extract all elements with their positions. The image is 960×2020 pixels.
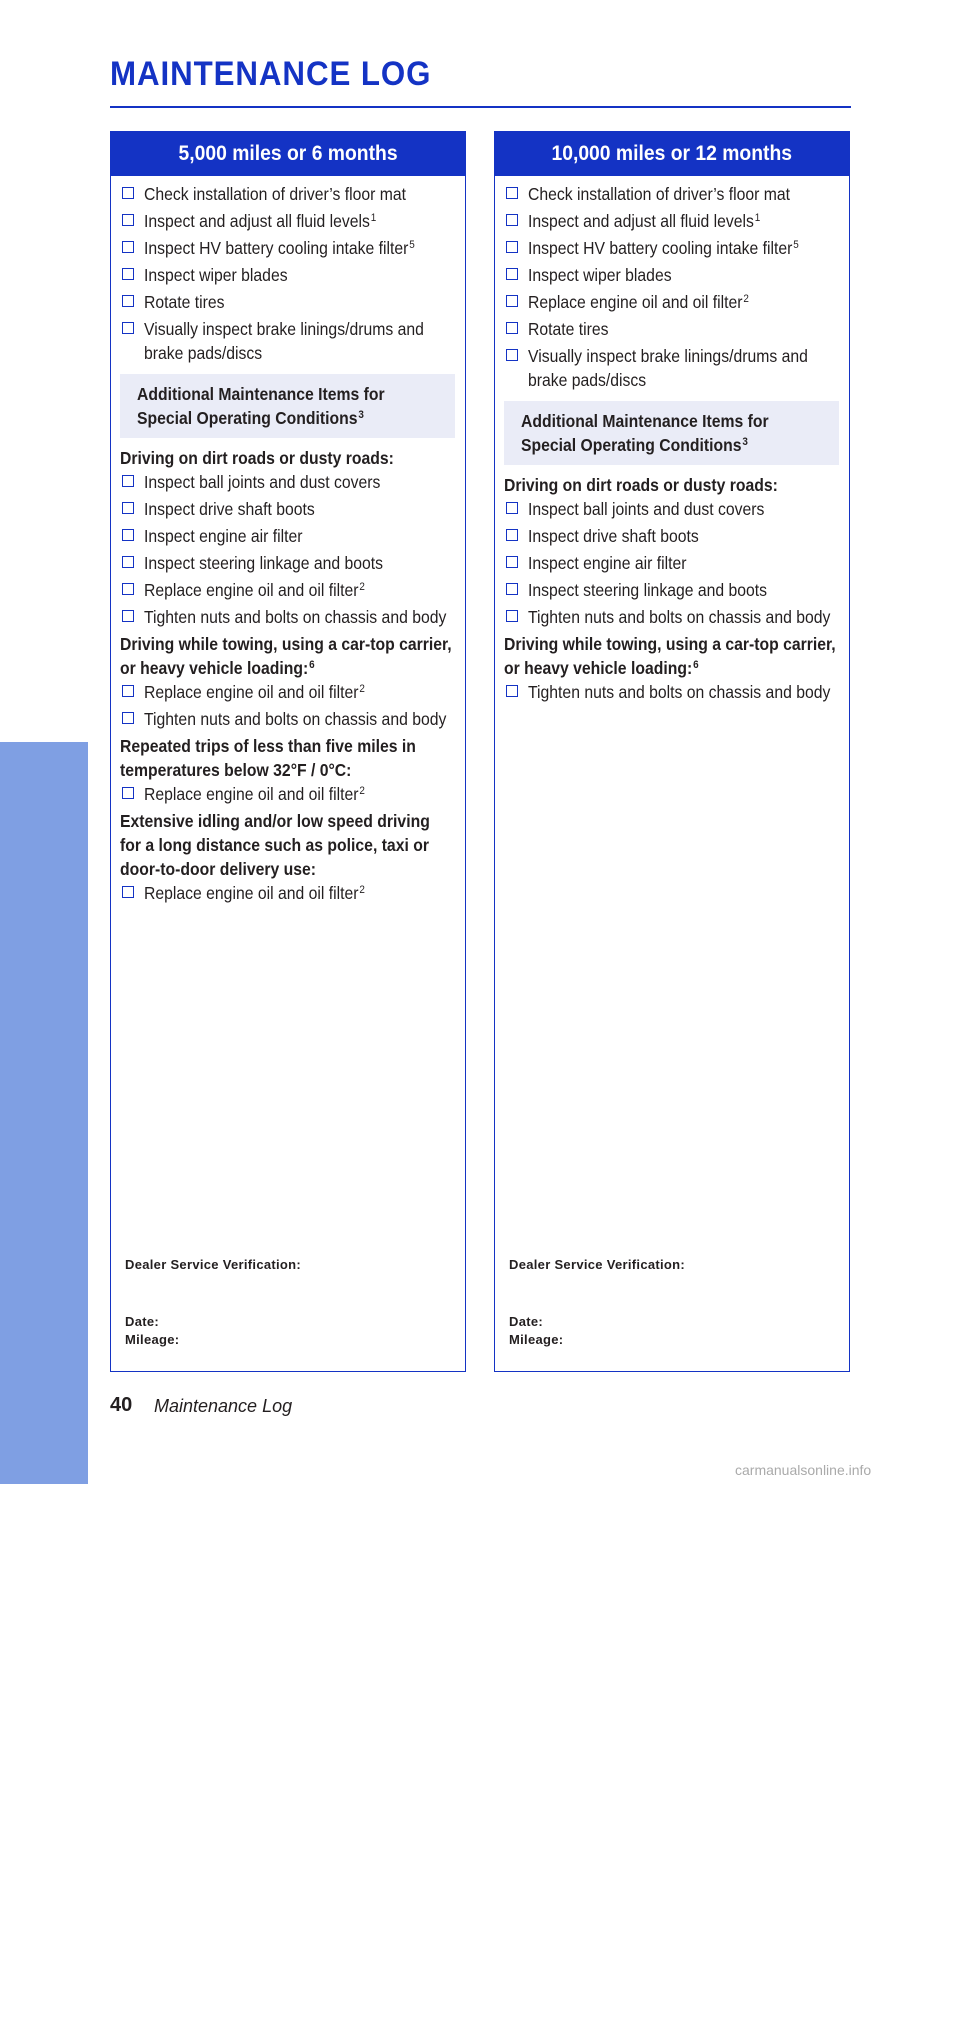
checklist-item-text: Inspect engine air filter [144,526,303,546]
checklist-item [120,881,455,905]
checklist-item-text: Replace engine oil and oil filter [144,883,359,903]
checkbox-icon[interactable] [122,322,134,334]
left-dealer-verification-label: Dealer Service Verification: [125,1257,302,1272]
right-condition-dusty-list [504,497,839,629]
checkbox-icon[interactable] [506,322,518,334]
checklist-item [120,470,455,494]
checklist-item [120,290,455,314]
checklist-item [504,236,839,260]
checkbox-icon[interactable] [506,241,518,253]
checkbox-icon[interactable] [506,502,518,514]
checklist-item [120,317,455,365]
checklist-item-text: Inspect ball joints and dust covers [528,499,765,519]
checklist-item [504,578,839,602]
checkbox-icon[interactable] [506,610,518,622]
checkbox-icon[interactable] [122,268,134,280]
checklist-item-text: Inspect wiper blades [528,265,672,285]
checklist-item-text: Replace engine oil and oil filter [528,292,743,312]
checklist-item-text: Inspect steering linkage and boots [528,580,768,600]
checkbox-icon[interactable] [506,295,518,307]
checklist-item-text: Replace engine oil and oil filter [144,784,359,804]
right-condition-towing-list [504,680,839,704]
checklist-item-text: Inspect and adjust all fluid levels [144,211,370,231]
checkbox-icon[interactable] [122,583,134,595]
watermark: carmanualsonline.info [735,1462,872,1478]
footnote-marker: 2 [359,683,365,695]
checkbox-icon[interactable] [122,475,134,487]
checklist-item-text: Tighten nuts and bolts on chassis and body [528,607,831,627]
checklist-item-text: Inspect HV battery cooling intake filter [144,238,409,258]
footnote-marker: 2 [359,884,365,896]
footnote-marker: 2 [359,581,365,593]
checklist-item-text: Check installation of driver’s floor mat [144,184,407,204]
left-log-column [110,131,466,1372]
checklist-item [120,551,455,575]
left-item-list [120,182,455,365]
footer-section-title: Maintenance Log [154,1396,293,1416]
checkbox-icon[interactable] [506,268,518,280]
checkbox-icon[interactable] [122,712,134,724]
checkbox-icon[interactable] [506,214,518,226]
side-tab-label: MAINTENANCE [22,1684,65,2020]
title-divider [110,106,851,108]
left-condition-idling-title: Extensive idling and/or low speed driving for a long distance such as police, taxi or door-to-door delivery use: [120,811,430,879]
checkbox-icon[interactable] [506,583,518,595]
checklist-item [504,182,839,206]
right-condition-dusty-title: Driving on dirt roads or dusty roads: [504,475,778,495]
right-date-label: Date: [509,1314,544,1329]
left-date-label: Date: [125,1314,160,1329]
checklist-item-text: Replace engine oil and oil filter [144,682,359,702]
checklist-item [504,263,839,287]
checkbox-icon[interactable] [122,529,134,541]
left-condition-towing-list [120,680,455,731]
checklist-item [504,497,839,521]
footnote-marker: 5 [793,239,799,251]
checklist-item [504,605,839,629]
checklist-item-text: Inspect HV battery cooling intake filter [528,238,793,258]
checklist-item-text: Tighten nuts and bolts on chassis and body [528,682,831,702]
checklist-item [504,317,839,341]
checklist-item [504,551,839,575]
page-number: 40 [110,1394,133,1416]
footnote-marker: 1 [370,212,377,224]
checklist-item-text: Rotate tires [144,292,225,312]
right-special-conditions-heading: Additional Maintenance Items for Special Operating Conditions$^3$ [504,401,839,465]
left-condition-dusty-list [120,470,455,629]
right-mileage-label: Mileage: [509,1332,564,1347]
checklist-item [120,263,455,287]
checklist-item [120,209,455,233]
checkbox-icon[interactable] [122,214,134,226]
checklist-item [120,680,455,704]
checklist-item-text: Inspect wiper blades [144,265,288,285]
checkbox-icon[interactable] [122,556,134,568]
checklist-item-text: Inspect ball joints and dust covers [144,472,381,492]
checklist-item-text: Tighten nuts and bolts on chassis and body [144,709,447,729]
checklist-item [504,680,839,704]
checkbox-icon[interactable] [122,685,134,697]
checklist-item-text: Inspect drive shaft boots [144,499,315,519]
page-title: MAINTENANCE LOG [110,55,432,93]
left-special-conditions-heading: Additional Maintenance Items for Special Operating Conditions$^3$ [120,374,455,438]
right-item-list [504,182,839,392]
right-condition-towing-title: Driving while towing, using a car-top carrier, or heavy vehicle loading:$^6$ [504,634,836,678]
checklist-item [120,578,455,602]
checkbox-icon[interactable] [506,556,518,568]
left-condition-short-trips-list [120,782,455,806]
checklist-item [120,782,455,806]
checkbox-icon[interactable] [122,886,134,898]
left-condition-idling-list [120,881,455,905]
checkbox-icon[interactable] [506,529,518,541]
right-log-column [494,131,850,1372]
checklist-item-text: Replace engine oil and oil filter [144,580,359,600]
checkbox-icon[interactable] [122,241,134,253]
checklist-item-text: Inspect steering linkage and boots [144,553,384,573]
right-column-header: 10,000 miles or 12 months [495,132,849,176]
checklist-item-text: Check installation of driver’s floor mat [528,184,791,204]
left-column-header: 5,000 miles or 6 months [111,132,465,176]
checkbox-icon[interactable] [122,502,134,514]
checkbox-icon[interactable] [506,685,518,697]
checkbox-icon[interactable] [122,787,134,799]
left-condition-short-trips-title: Repeated trips of less than five miles in temperatures below 32°F / 0°C: [120,736,416,780]
checklist-item-text: Inspect engine air filter [528,553,687,573]
checklist-item-text: Visually inspect brake linings/drums and brake pads/discs [144,319,424,363]
footnote-marker: 5 [409,239,415,251]
left-mileage-label: Mileage: [125,1332,180,1347]
checklist-item [120,497,455,521]
checklist-item [504,290,839,314]
footnote-marker: 1 [754,212,761,224]
checklist-item [120,236,455,260]
checkbox-icon[interactable] [506,187,518,199]
checklist-item-text: Inspect and adjust all fluid levels [528,211,754,231]
checklist-item [120,707,455,731]
checklist-item [120,605,455,629]
checklist-item-text: Rotate tires [528,319,609,339]
left-condition-towing-title: Driving while towing, using a car-top carrier, or heavy vehicle loading:$^6$ [120,634,452,678]
checklist-item [120,524,455,548]
left-condition-dusty-title: Driving on dirt roads or dusty roads: [120,448,394,468]
right-dealer-verification-label: Dealer Service Verification: [509,1257,686,1272]
checklist-item-text: Visually inspect brake linings/drums and brake pads/discs [528,346,808,390]
footnote-marker: 2 [743,293,749,305]
checklist-item [504,209,839,233]
checkbox-icon[interactable] [122,295,134,307]
checkbox-icon[interactable] [506,349,518,361]
checkbox-icon[interactable] [122,610,134,622]
checkbox-icon[interactable] [122,187,134,199]
checklist-item [504,524,839,548]
checklist-item-text: Tighten nuts and bolts on chassis and body [144,607,447,627]
checklist-item [120,182,455,206]
side-tab [0,742,88,2020]
checklist-item-text: Inspect drive shaft boots [528,526,699,546]
checklist-item [504,344,839,392]
footnote-marker: 2 [359,785,365,797]
